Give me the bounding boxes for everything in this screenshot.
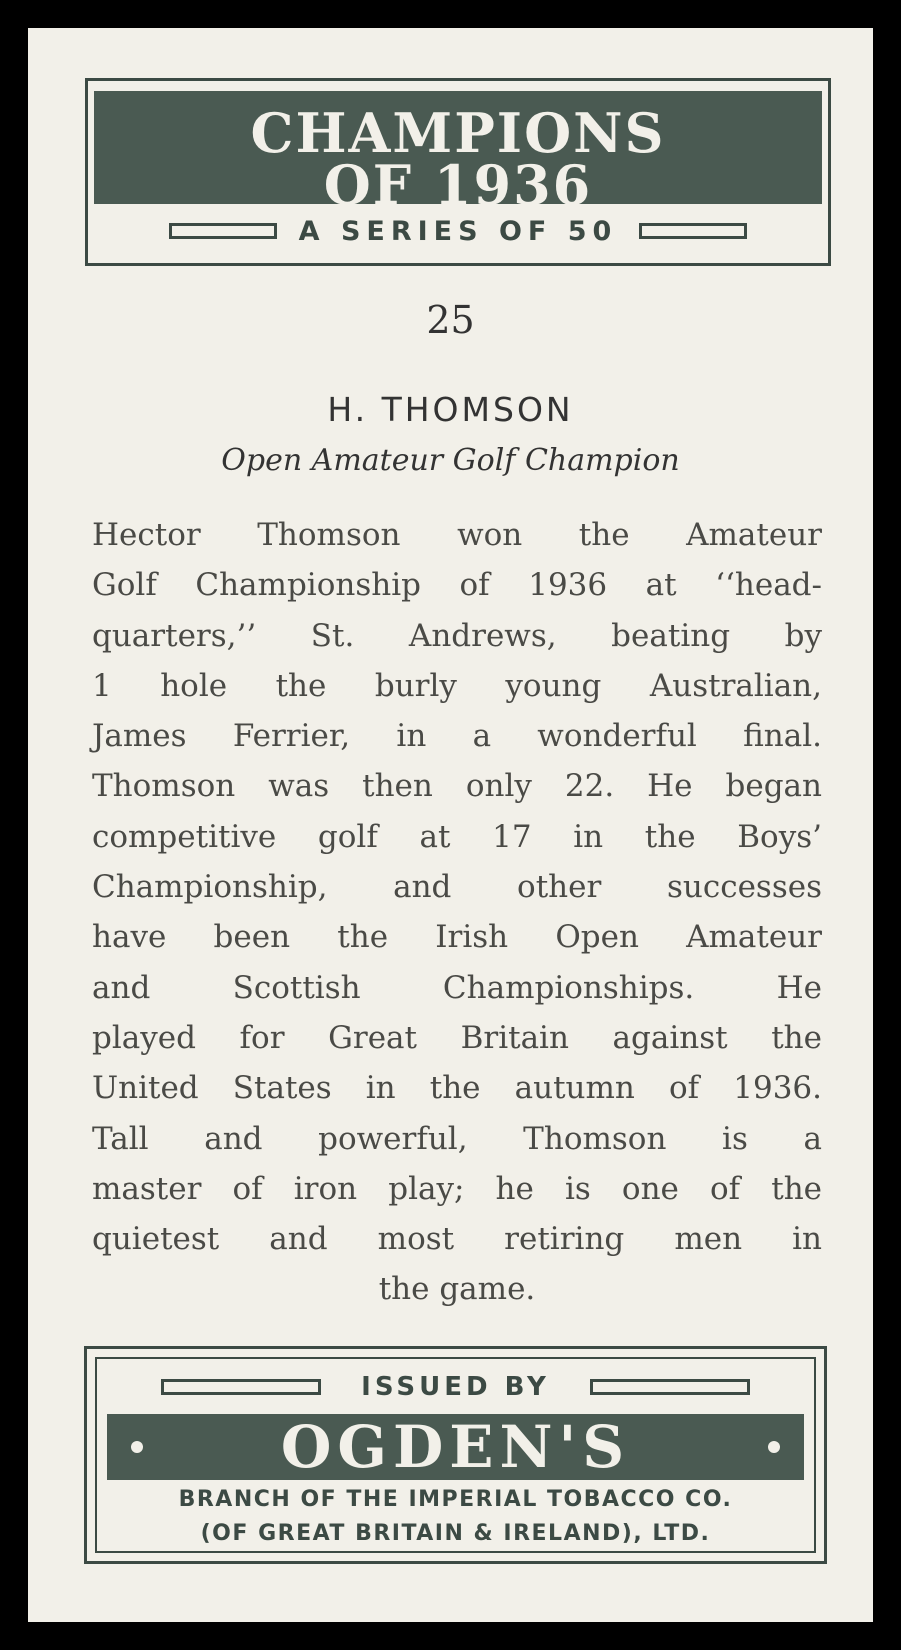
biography-line: Hector Thomson won the Amateur [92, 517, 822, 553]
decorative-bar-left [169, 223, 277, 239]
series-count: A SERIES OF 50 [298, 215, 618, 247]
title-line-1: CHAMPIONS [250, 101, 666, 165]
title-line-2: OF 1936 [323, 153, 593, 217]
biography-line: quarters,’’ St. Andrews, beating by [92, 617, 822, 654]
series-count-row [94, 209, 822, 253]
biography-line: James Ferrier, in a wonderful final. [92, 718, 822, 755]
brand-name: OGDEN'S [280, 1413, 631, 1481]
decorative-bar-right [590, 1379, 750, 1395]
biography-line: 1 hole the burly young Australian, [92, 667, 822, 704]
issued-by-row [97, 1369, 814, 1405]
footer-panel [84, 1346, 827, 1564]
brand-band [107, 1414, 804, 1480]
company-line-2: (OF GREAT BRITAIN & IRELAND), LTD. [200, 1521, 711, 1546]
biography-line: master of iron play; he is one of the [92, 1170, 822, 1207]
champion-name: H. THOMSON [327, 390, 574, 429]
biography-line: and Scottish Championships. He [92, 969, 822, 1006]
biography-line: the game. [378, 1271, 536, 1308]
series-title [94, 101, 822, 217]
biography-line: have been the Irish Open Amateur [92, 919, 822, 956]
champion-title: Open Amateur Golf Champion [221, 443, 680, 478]
company-line-1: BRANCH OF THE IMPERIAL TOBACCO CO. [178, 1487, 733, 1512]
biography-line: Golf Championship of 1936 at ‘‘head- [92, 567, 822, 604]
biography-line: Thomson was then only 22. He began [92, 768, 822, 805]
biography-line: played for Great Britain against the [92, 1019, 822, 1056]
biography-line: Championship, and other successes [92, 869, 822, 906]
issued-by-label: ISSUED BY [361, 1372, 550, 1402]
decorative-bar-right [639, 223, 747, 239]
header-band [94, 91, 822, 217]
biography-line: Tall and powerful, Thomson is a [92, 1120, 822, 1157]
biography-line: quietest and most retiring men in [92, 1221, 822, 1258]
header-panel [85, 78, 831, 266]
biography-text [92, 510, 822, 1315]
decorative-bar-left [161, 1379, 321, 1395]
card-number: 25 [426, 298, 475, 342]
footer-inner-frame [95, 1357, 816, 1553]
biography-line: competitive golf at 17 in the Boys’ [92, 818, 822, 855]
bullet-dot-icon [768, 1441, 780, 1453]
biography-line: United States in the autumn of 1936. [92, 1070, 822, 1107]
bullet-dot-icon [131, 1441, 143, 1453]
